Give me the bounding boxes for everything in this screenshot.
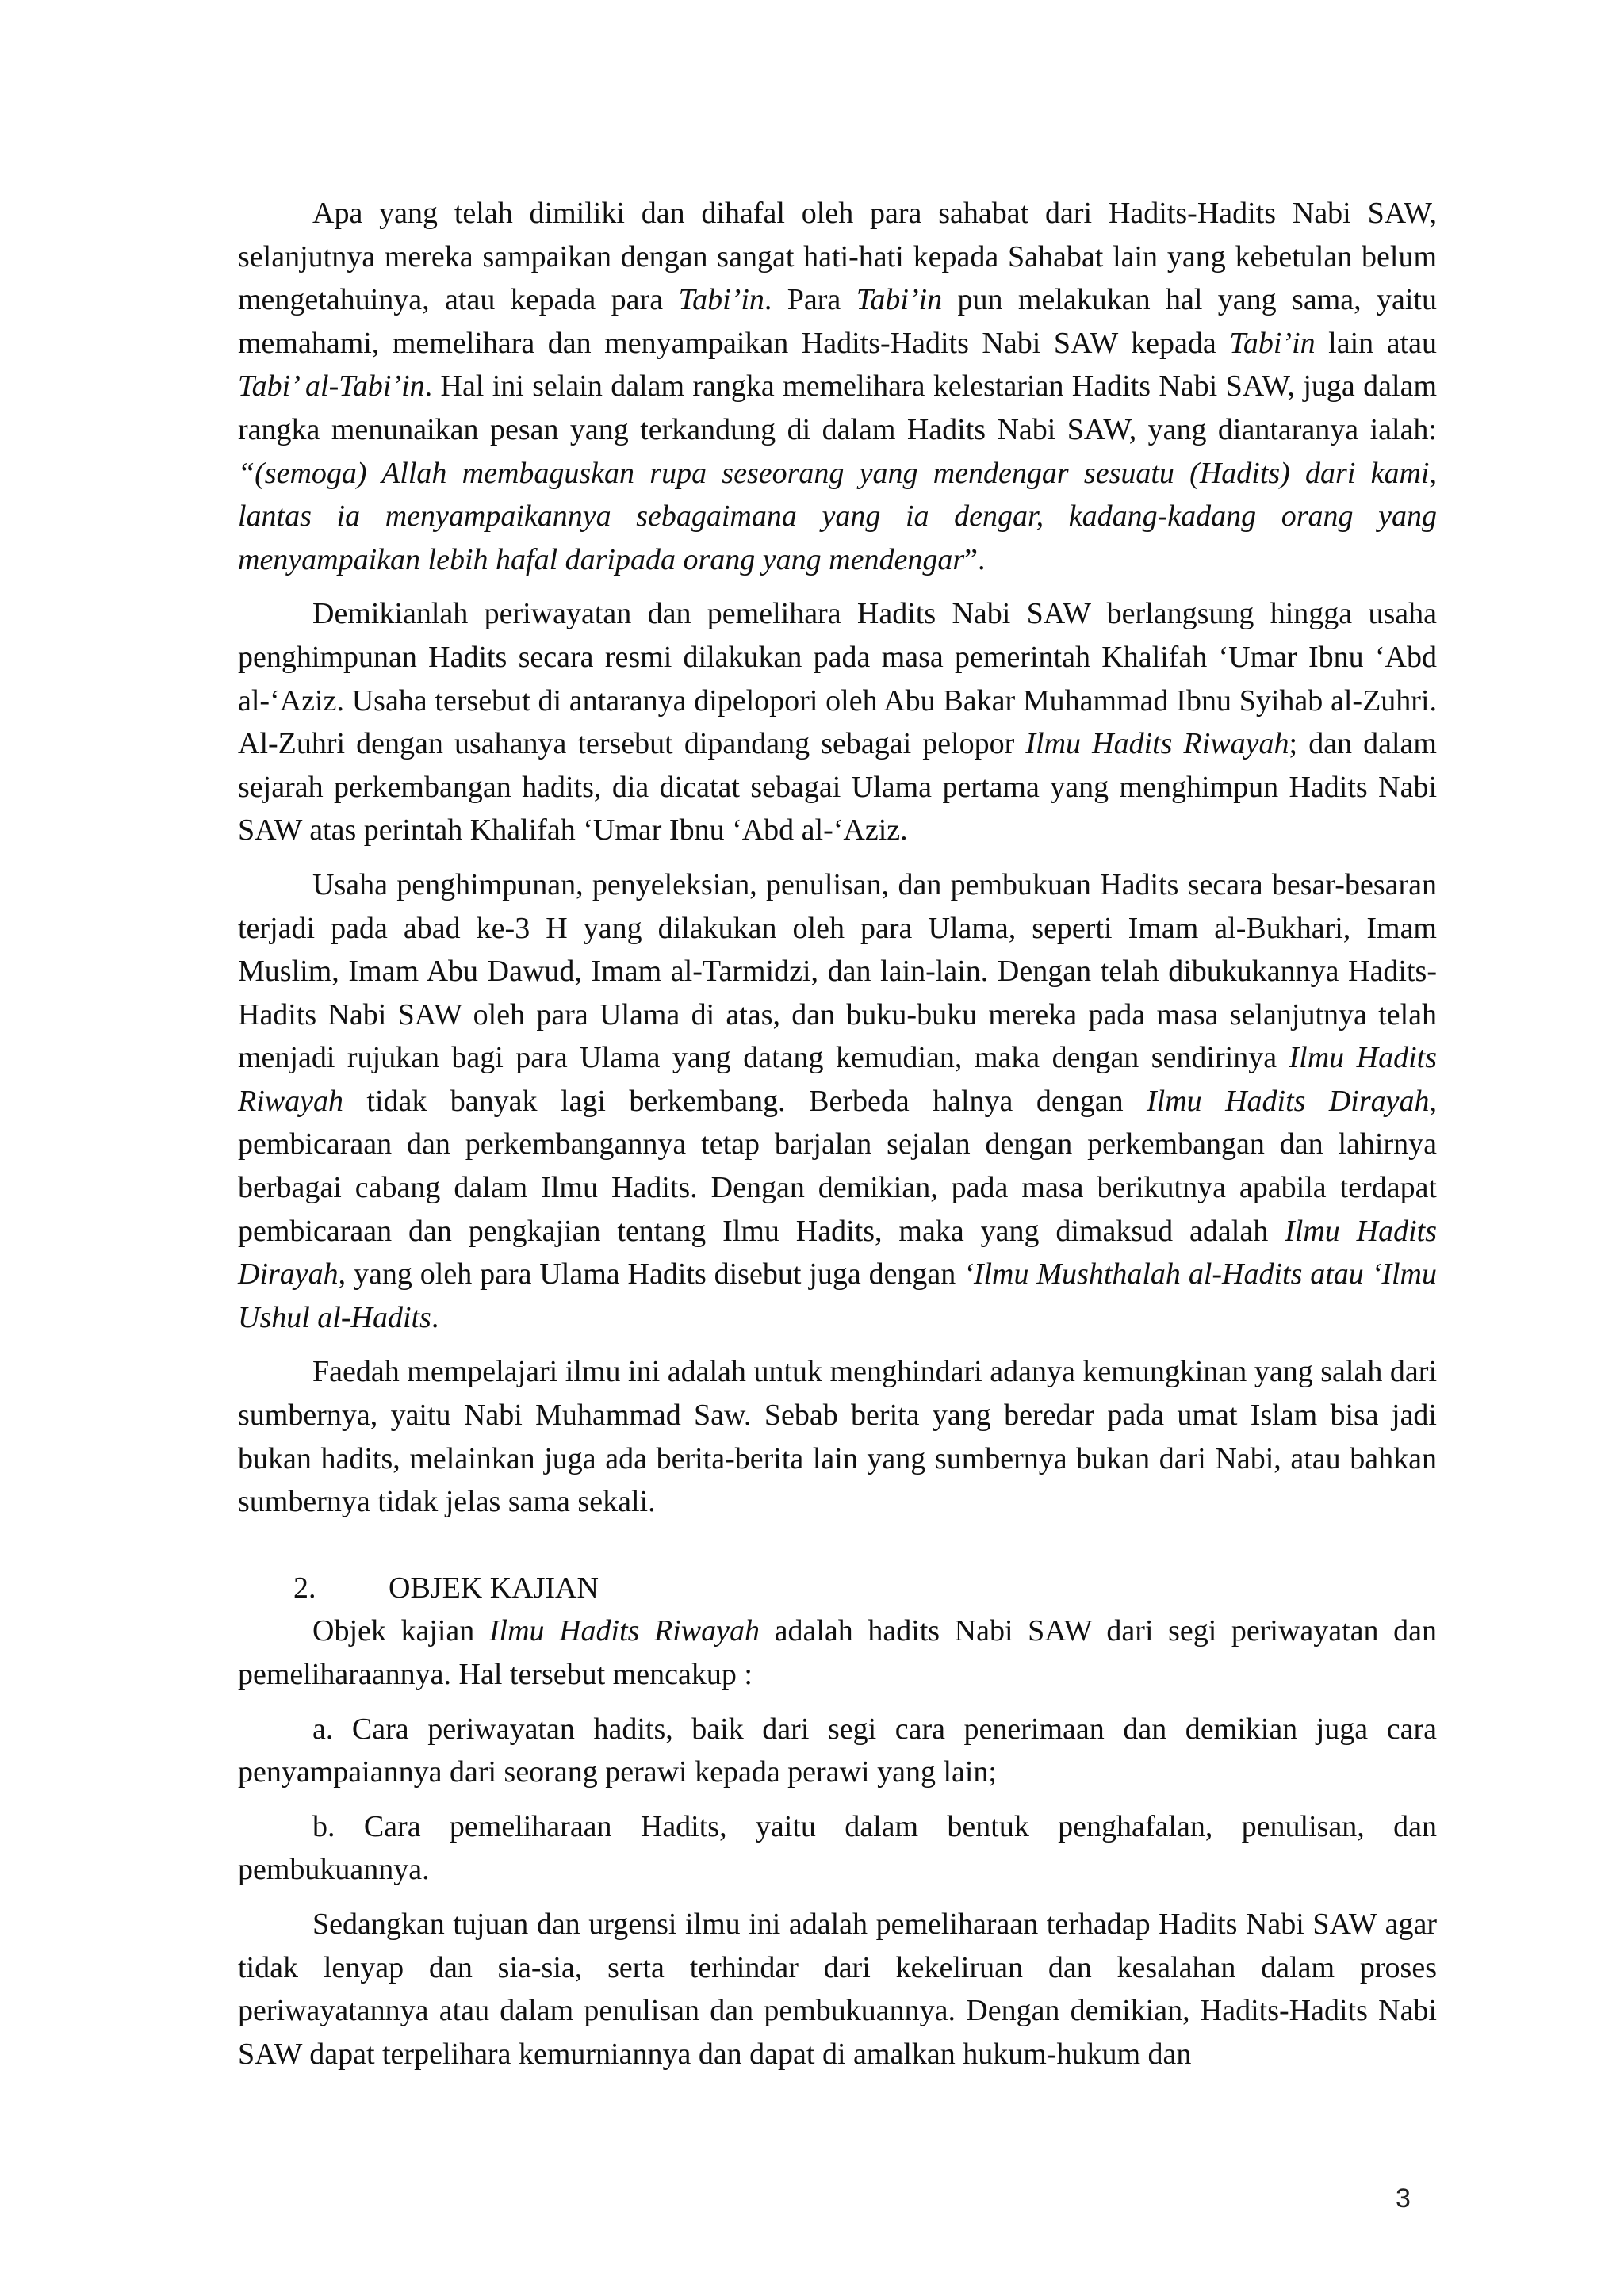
- italic-text: Ilmu Hadits Riwayah: [238, 1041, 1437, 1118]
- text-run: . Hal ini selain dalam rangka memelihara kelestarian Hadits Nabi SAW, juga dalam rangka menunaikan pesan yang terkandung di dalam Hadits Nabi SAW, yang diantaranya ialah:: [238, 369, 1437, 446]
- text-run: adalah hadits Nabi SAW dari segi periwayatan dan pemeliharaannya. Hal tersebut mencakup :: [238, 1614, 1437, 1691]
- text-run: , yang oleh para Ulama Hadits disebut juga dengan: [338, 1257, 964, 1292]
- italic-text: Tabi’in: [678, 283, 764, 317]
- text-run: , pembicaraan dan perkembangannya tetap barjalan sejalan dengan perkembangan dan lahirnya berbagai cabang dalam Ilmu Hadits. Dengan demikian, pada masa berikutnya apabila terdapat pembicaraan dan pengkajian tentang Ilmu Hadits, maka yang dimaksud adalah: [238, 1084, 1437, 1248]
- text-run: Objek kajian: [312, 1614, 489, 1648]
- italic-text: Ilmu Hadits Riwayah: [488, 1614, 760, 1648]
- text-run: a. Cara periwayatan hadits, baik dari segi cara penerimaan dan demikian juga cara penyampaiannya dari seorang perawi kepada perawi yang lain;: [238, 1712, 1437, 1789]
- paragraph-3: [238, 863, 1437, 1340]
- text-run: ”.: [964, 542, 986, 576]
- text-run: Faedah mempelajari ilmu ini adalah untuk menghindari adanya kemungkinan yang salah dari sumbernya, yaitu Nabi Muhammad Saw. Sebab berita yang beredar pada umat Islam bisa jadi bukan hadits, melainkan juga ada berita-berita lain yang sumbernya bukan dari Nabi, atau bahkan sumbernya tidak jelas sama sekali.: [238, 1355, 1437, 1519]
- text-run: Apa yang telah dimiliki dan dihafal oleh para sahabat dari Hadits-Hadits Nabi SAW, selanjutnya mereka sampaikan dengan sangat hati-hati kepada Sahabat lain yang kebetulan belum mengetahuinya, atau kepada para: [238, 197, 1437, 317]
- text-run: Usaha penghimpunan, penyeleksian, penulisan, dan pembukuan Hadits secara besar-besaran terjadi pada abad ke-3 H yang dilakukan oleh para Ulama, seperti Imam al-Bukhari, Imam Muslim, Imam Abu Dawud, Imam al-Tarmidzi, dan lain-lain. Dengan telah dibukukannya Hadits-Hadits Nabi SAW oleh para Ulama di atas, dan buku-buku mereka pada masa selanjutnya telah menjadi rujukan bagi para Ulama yang datang kemudian, maka dengan sendirinya: [238, 867, 1437, 1075]
- italic-text: ‘Ilmu Mushthalah al-Hadits atau ‘Ilmu Ushul al-Hadits: [238, 1257, 1437, 1334]
- italic-text: “(semoga) Allah membaguskan rupa seseorang yang mendengar sesuatu (Hadits) dari kami, lantas ia menyampaikannya sebagaimana yang ia dengar, kadang-kadang orang yang menyampaikan lebih hafal daripada orang yang mendengar: [238, 456, 1437, 576]
- page-number: 3: [1396, 2183, 1411, 2214]
- section-title: OBJEK KAJIAN: [389, 1571, 599, 1605]
- italic-text: Ilmu Hadits Dirayah: [238, 1214, 1438, 1292]
- italic-text: Tabi’ al-Tabi’in: [238, 369, 425, 404]
- section-heading: [238, 1567, 1437, 1610]
- text-run: pun melakukan hal yang sama, yaitu memahami, memelihara dan menyampaikan Hadits-Hadits Nabi SAW kepada: [238, 283, 1437, 360]
- text-run: lain atau: [1315, 326, 1437, 360]
- paragraph-2: [238, 592, 1437, 852]
- text-run: ; dan dalam sejarah perkembangan hadits, dia dicatat sebagai Ulama pertama yang menghimpun Hadits Nabi SAW atas perintah Khalifah ‘Umar Ibnu ‘Abd al-‘Aziz.: [238, 727, 1437, 848]
- italic-text: Tabi’in: [1229, 326, 1316, 360]
- paragraph-1: [238, 192, 1437, 581]
- text-run: Demikianlah periwayatan dan pemelihara Hadits Nabi SAW berlangsung hingga usaha penghimpunan Hadits secara resmi dilakukan pada masa pemerintah Khalifah ‘Umar Ibnu ‘Abd al-‘Aziz. Usaha tersebut di antaranya dipelopori oleh Abu Bakar Muhammad Ibnu Syihab al-Zuhri. Al-Zuhri dengan usahanya tersebut dipandang sebagai pelopor: [238, 597, 1437, 761]
- text-run: . Para: [764, 283, 856, 317]
- text-run: tidak banyak lagi berkembang. Berbeda halnya dengan: [343, 1084, 1147, 1118]
- text-run: b. Cara pemeliharaan Hadits, yaitu dalam bentuk penghafalan, penulisan, dan pembukuannya.: [238, 1809, 1437, 1887]
- italic-text: Ilmu Hadits Riwayah: [1025, 727, 1289, 761]
- text-run: .: [431, 1300, 439, 1334]
- paragraph-tujuan: [238, 1903, 1437, 2076]
- list-item-a: [238, 1708, 1437, 1794]
- list-item-b: [238, 1805, 1437, 1892]
- document-page: [238, 192, 1437, 2076]
- italic-text: Ilmu Hadits Dirayah: [1147, 1084, 1430, 1118]
- italic-text: Tabi’in: [856, 283, 943, 317]
- paragraph-objek: [238, 1609, 1437, 1696]
- text-run: Sedangkan tujuan dan urgensi ilmu ini adalah pemeliharaan terhadap Hadits Nabi SAW agar tidak lenyap dan sia-sia, serta terhindar dari kekeliruan dan kesalahan dalam proses periwayatannya atau dalam penulisan dan pembukuannya. Dengan demikian, Hadits-Hadits Nabi SAW dapat terpelihara kemurniannya dan dapat di amalkan hukum-hukum dan: [238, 1907, 1437, 2071]
- paragraph-4: [238, 1350, 1437, 1523]
- section-number: 2.: [293, 1571, 316, 1605]
